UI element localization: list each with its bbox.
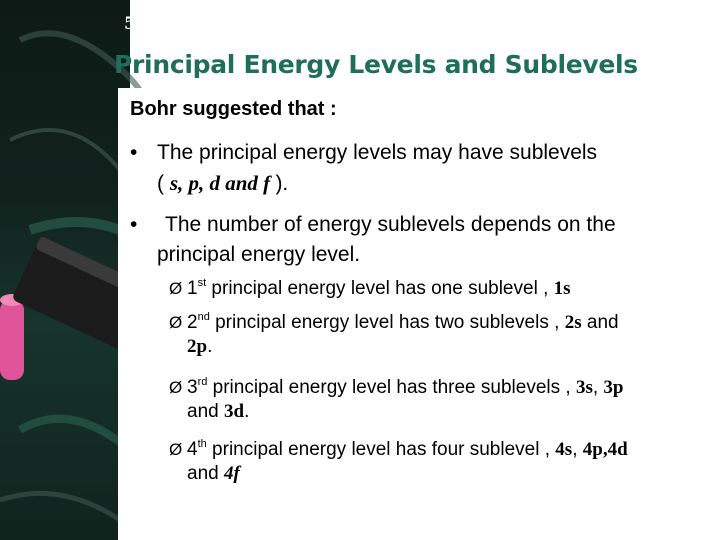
bullet-text-line2: ( s, p, d and f ). — [157, 171, 289, 195]
page-title: Principal Energy Levels and Sublevels — [114, 50, 638, 79]
bullet-item — [130, 210, 710, 270]
bullet-item — [130, 138, 710, 198]
bullet-text-line2: principal energy level. — [157, 243, 361, 266]
bullet-text: The number of energy sublevels depends on the — [165, 213, 616, 236]
arrow-icon: Ø — [169, 279, 183, 298]
pink-chalk-icon — [0, 294, 24, 380]
arrow-icon: Ø — [169, 313, 183, 332]
bullet-marker: • — [130, 213, 138, 236]
slide: 5.2: Improvements to the Atomic Model Principal Energy Levels and Sublevels Bohr suggested that : • The principal energy levels may have sublevels ( s, p, d and f ). • The number of energy sublevels depends on the principal energy level. Ø 1st principal energy level has one sublevel , 1s Ø 2nd principal energy level has two sublevels , 2s and 2p. Ø 3rd principal energy level has three sublevels , 3s, 3p and 3d. Ø 4th principal energy level has four sublevel , 4s, 4p,4d and 4f — [0, 0, 720, 540]
arrow-icon: Ø — [169, 440, 183, 459]
intro-text: Bohr suggested that : — [130, 98, 337, 120]
section-subtitle: 5.2: Improvements to the Atomic Model — [124, 14, 504, 34]
bullet-marker: • — [130, 141, 138, 164]
arrow-icon: Ø — [169, 378, 183, 397]
bullet-text: The principal energy levels may have sublevels — [157, 141, 598, 164]
